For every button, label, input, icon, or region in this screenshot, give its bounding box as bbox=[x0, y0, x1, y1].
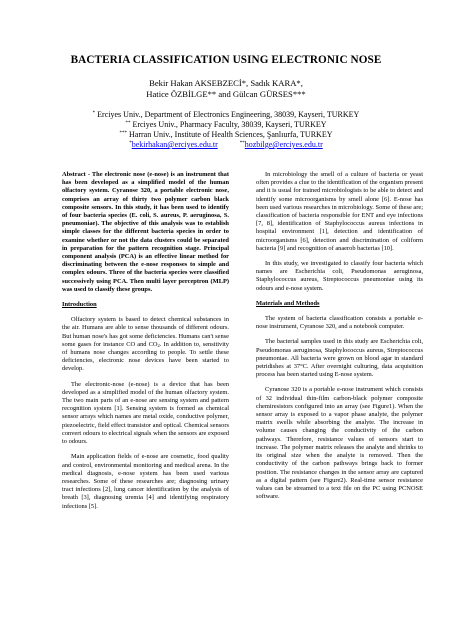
left-column bbox=[62, 171, 229, 518]
methods-paragraph-1: The system of bacteria classification consists a portable e-nose instrument, Cyranose 320, and a notebook computer. bbox=[256, 315, 423, 331]
affiliation-list bbox=[0, 110, 452, 140]
intro-paragraph-4: In microbiology the smell of a culture of bacteria or yeast often provides a clue to the identification of the organism present and it is usual for trained microbiologists to be able to detect and identify some microorganisms by smell alone [6]. E-nose has been used various researches in microbiology. Some of these are; classification of bacteria responsible for ENT and eye infections [7, 8], identification of Staphylococcus aureus infections in hospital environment [1], detection and identification of microorganisms [6], detection and discrimination of coliform bacteria [9] and recognition of anaerob bacterias [10]. bbox=[256, 171, 423, 252]
author-line-2: Hatice ÖZBİLGE** and Gülcan GÜRSES*** bbox=[146, 89, 306, 99]
methods-paragraph-3: Cyranose 320 is a portable e-nose instrument which consists of 32 individual thin-film carbon-black polymer composite chemiresistors configured into an array (see Figure1). When the sensor array is exposed to a vapor phase analyte, the polymer matrix swells while absorbing the analyte. The increase in volume causes changing the conductivity of the carbon pathways. Therefore, resistance values of sensors start to increase. The polymer matrix releases the analyte and shrinks to its original size when the analyte is removed. Then the conductivity of the carbon pathways brings back to former position. The resistance changes in the sensor array are captured as a digital pattern (see Figure2). Real-time sensor resistance values can be streamed to a text file on the PC using PCNOSE software. bbox=[256, 386, 423, 501]
affiliation-3: *** Harran Univ., Institute of Health Sciences, Şanlıurfa, TURKEY bbox=[119, 130, 333, 139]
section-heading-methods: Materials and Methods bbox=[256, 299, 320, 307]
intro-paragraph-5: In this study, we investigated to classify four bacteria which names are Escherichia coli, Pseudomonas aeruginosa, Staphylococcus aureus, Streptococcus pneumoniae using its odours and e-nose system. bbox=[256, 260, 423, 292]
abstract: Abstract - The electronic nose (e-nose) is an instrument that has been developed as a simplified model of the human olfactory system. Cyranose 320, a portable electronic nose, comprises an array of thirty two polymer carbon black composite sensors. In this study, it has been used to identify of four bacteria species (E. coli, S. aureus, P. aeruginosa, S. pneumoniae). The objective of this analysis was to establish simple classes for the different bacteria species in order to examine whether or not the data clusters could be separated in preparation for the pattern recognition stage. Principal component analysis (PCA) is an effective linear method for discriminating between the e-nose responses to simple and complex odours. Three of the bacteria species were classified successively using PCA. Then multi layer perceptron (MLP) was used to classify these groups. bbox=[62, 171, 229, 293]
methods-paragraph-2: The bacterial samples used in this study are Escherichia coli, Pseudomonas aeruginosa, Staphylococcus aureus, Streptococcus pneumoniae. All bacteria were grown on blood agar in standard petridishes at 37°C. After overnight culturing, data acquisition process has been started using E-nose system. bbox=[256, 338, 423, 379]
section-heading-introduction: Introduction bbox=[62, 301, 97, 309]
author-list bbox=[0, 78, 452, 100]
email-list: *bekirhakan@erciyes.edu.tr **hozbilge@erciyes.edu.tr bbox=[129, 140, 323, 149]
intro-paragraph-2: The electronic-nose (e-nose) is a device that has been developed as a simplified model of the human olfactory system. The two main parts of an e-nose are sensing system and pattern recognition system [1]. Sensing system is formed as chemical sensor arrays which names are metal oxide, conductive polymer, piezoelectric, field effect transistor and optical. Chemical sensors convert odours to electrical signals when the sensors are exposed to odours. bbox=[62, 380, 229, 446]
paper-title: BACTERIA CLASSIFICATION USING ELECTRONIC NOSE bbox=[70, 54, 382, 66]
intro-paragraph-3: Main application fields of e-nose are cosmetic, food quality and control, environmental monitoring and medical arena. In the medical diagnosis, e-nose system has been used various researches. Some of these researches are; diagnosing urinary tract infections [2], lung cancer identification by the analysis of breath [3], diagnosing uremia [4] and identifying respiratory infections [5]. bbox=[62, 453, 229, 510]
right-column bbox=[256, 171, 423, 508]
affiliation-1: * Erciyes Univ., Department of Electronics Engineering, 38039, Kayseri, TURKEY bbox=[92, 110, 360, 119]
email-link-2[interactable]: hozbilge@erciyes.edu.tr bbox=[244, 140, 323, 149]
intro-paragraph-1: Olfactory system is based to detect chemical substances in the air. Humans are able to sense thousands of different odours. But human nose's has got some deficiencies. Humans can't sense some gases for instance CO and $CO_2$. In addition to, sensitivity of humans nose changes according to people. To settle these deficiencies, electronic nose devices have been started to develop. bbox=[62, 316, 229, 373]
email-link-1[interactable]: bekirhakan@erciyes.edu.tr bbox=[131, 140, 218, 149]
author-line-1: Bekir Hakan AKSEBZECİ*, Sadık KARA*, bbox=[149, 78, 303, 88]
affiliation-2: ** Erciyes Univ., Pharmacy Faculty, 38039, Kayseri, TURKEY bbox=[125, 120, 327, 129]
